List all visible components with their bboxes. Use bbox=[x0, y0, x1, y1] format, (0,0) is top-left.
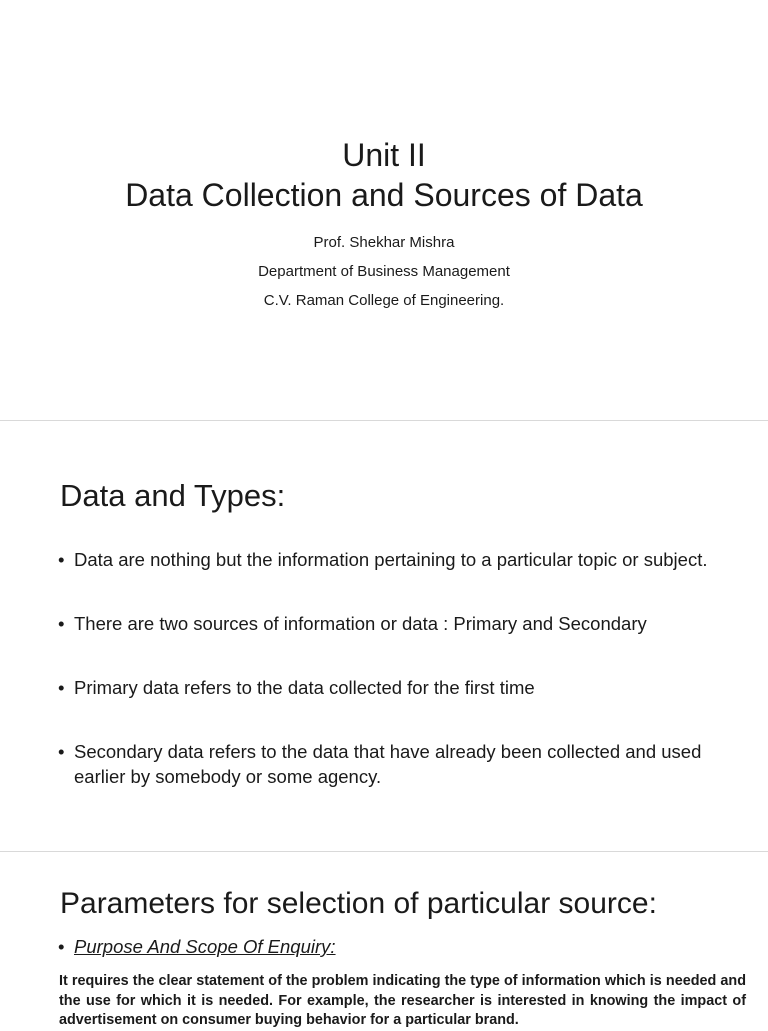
title-slide bbox=[0, 0, 768, 420]
unit-title: Unit II bbox=[342, 137, 426, 173]
bullet-text: There are two sources of information or data : Primary and Secondary bbox=[74, 613, 647, 634]
parameters-slide bbox=[0, 852, 768, 1028]
sub-bullet-title: Purpose And Scope Of Enquiry: bbox=[74, 936, 336, 957]
list-item bbox=[58, 611, 718, 636]
slide-heading: Data and Types: bbox=[60, 478, 286, 513]
slide-heading: Parameters for selection of particular source: bbox=[60, 887, 657, 920]
slide-subtitle bbox=[0, 228, 768, 315]
bullet-icon: • bbox=[58, 677, 65, 698]
author-name: Prof. Shekhar Mishra bbox=[313, 234, 455, 251]
department-name: Department of Business Management bbox=[258, 263, 510, 280]
institution-name: C.V. Raman College of Engineering. bbox=[263, 292, 505, 309]
bullet-text: Secondary data refers to the data that have already been collected and used earlier by somebody or some agency. bbox=[74, 741, 702, 787]
bullet-text: Data are nothing but the information pertaining to a particular topic or subject. bbox=[74, 549, 708, 570]
bullet-icon: • bbox=[58, 613, 65, 634]
body-paragraph: It requires the clear statement of the problem indicating the type of information which is needed and the use for which it is needed. For example, the researcher is interested in knowing the impact of advertisement on consumer buying behavior for a particular brand. bbox=[59, 973, 746, 1028]
sub-bullet bbox=[58, 934, 336, 959]
bullet-list bbox=[58, 547, 718, 789]
bullet-icon: • bbox=[58, 549, 65, 570]
list-item bbox=[58, 547, 718, 572]
list-item bbox=[58, 739, 718, 789]
list-item bbox=[58, 675, 718, 700]
topic-title: Data Collection and Sources of Data bbox=[125, 177, 643, 213]
bullet-text: Primary data refers to the data collected for the first time bbox=[74, 677, 535, 698]
data-types-slide bbox=[0, 421, 768, 851]
slide-title bbox=[0, 135, 768, 215]
bullet-icon: • bbox=[58, 741, 65, 762]
bullet-icon: • bbox=[58, 936, 65, 957]
